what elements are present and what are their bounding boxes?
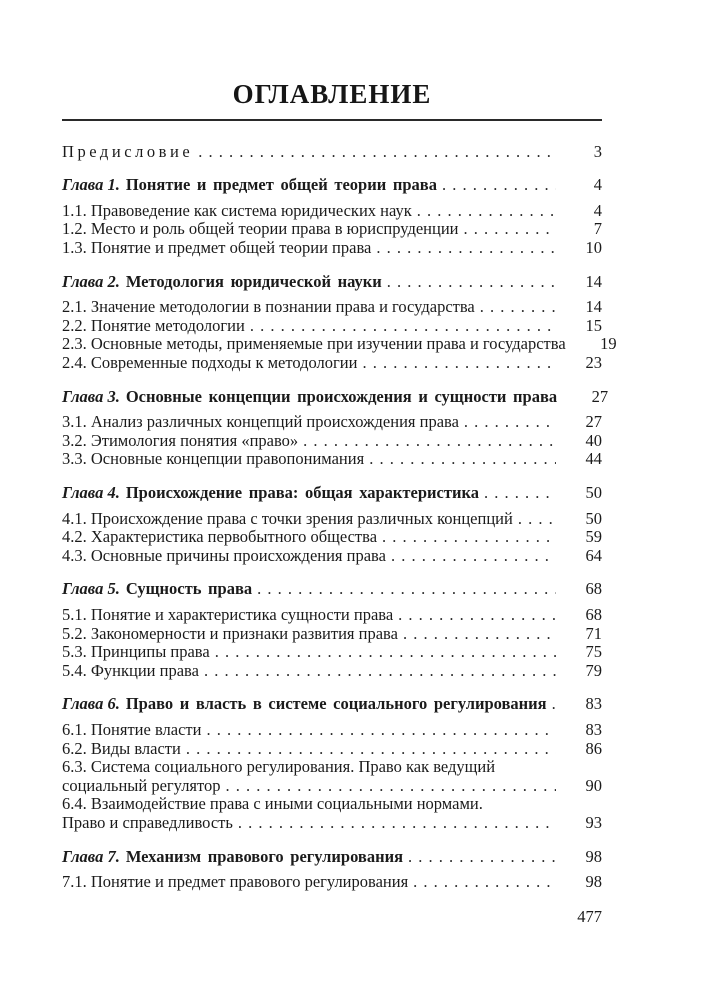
toc-section-row	[62, 354, 602, 373]
toc-section-row	[62, 662, 602, 681]
page-title: ОГЛАВЛЕНИЕ	[232, 79, 432, 109]
toc-entry-page-number: 64	[585, 545, 602, 565]
toc-chapter-number: Глава 2.	[62, 271, 120, 291]
dot-leader	[382, 528, 556, 547]
toc-chapter-number: Глава 1.	[62, 175, 120, 195]
toc-entry-page-number: 90	[585, 775, 602, 795]
toc-section-label: 6.1. Понятие власти	[62, 719, 202, 739]
toc-chapter-row	[62, 273, 602, 292]
dot-leader	[362, 354, 556, 373]
toc-chapter-row	[62, 176, 602, 195]
toc-entry-page-number: 68	[585, 604, 602, 624]
toc-entry-page-number: 10	[585, 238, 602, 258]
toc-entry-page-number: 44	[585, 449, 602, 469]
toc-entry-page-number: 75	[585, 642, 602, 662]
toc-section-row	[62, 528, 602, 547]
title-divider	[62, 119, 602, 121]
dot-leader	[250, 317, 556, 336]
dot-leader	[215, 643, 556, 662]
toc-entry-page-number: 19	[600, 334, 617, 354]
toc-chapter-row	[62, 386, 609, 407]
dot-leader	[257, 580, 556, 599]
toc-entry-page-number: 83	[585, 719, 602, 739]
toc-section-row	[62, 547, 602, 566]
dot-leader	[403, 625, 556, 644]
toc-section-label: 2.4. Современные подходы к методологии	[62, 353, 358, 373]
toc-chapter-number: Глава 7.	[62, 846, 120, 866]
toc-chapter-title: Сущность права	[125, 579, 253, 599]
toc-section-row	[62, 413, 602, 432]
toc-preface-row	[62, 143, 602, 162]
toc-section-label: 3.1. Анализ различных концепций происхождения права	[62, 412, 459, 432]
toc-section-label: 6.2. Виды власти	[62, 738, 181, 758]
dot-leader	[413, 873, 556, 892]
toc-entry-page-number: 68	[585, 579, 602, 599]
toc-entry-page-number: 79	[585, 660, 602, 680]
toc-section-row	[62, 298, 602, 317]
toc-entry-page-number: 98	[585, 846, 602, 866]
dot-leader	[484, 484, 556, 503]
dot-leader	[303, 432, 556, 451]
dot-leader	[387, 273, 556, 292]
toc-section-row	[62, 873, 602, 892]
toc-section-label: 4.1. Происхождение права с точки зрения различных концепций	[62, 508, 513, 528]
toc-entry-page-number: 4	[593, 175, 602, 195]
dot-leader	[376, 239, 556, 258]
dot-leader	[206, 721, 556, 740]
toc-entry-page-number: 3	[593, 141, 602, 161]
toc-entry-page-number: 50	[585, 483, 602, 502]
toc-section-row-wrapped-line: 6.3. Система социального регулирования. Право как ведущий	[62, 757, 496, 777]
toc-section-row	[62, 432, 602, 451]
toc-chapter-number: Глава 4.	[62, 483, 120, 502]
toc-section-label: 1.3. Понятие и предмет общей теории права	[62, 238, 372, 258]
dot-leader	[238, 814, 556, 833]
toc-section-row	[62, 777, 602, 796]
dot-leader	[198, 143, 556, 162]
dot-leader	[518, 510, 556, 529]
toc-section-row	[62, 721, 602, 740]
toc-chapter-number: Глава 6.	[62, 694, 120, 714]
folio-page-number: 477	[577, 906, 602, 926]
page-content	[62, 79, 617, 926]
dot-leader	[369, 450, 556, 469]
toc-chapter-row	[62, 848, 602, 867]
toc-section-label: социальный регулятор	[62, 775, 221, 795]
toc-entry-page-number: 23	[585, 353, 602, 373]
toc-chapter-row	[62, 580, 602, 599]
toc-section-label: 3.3. Основные концепции правопонимания	[62, 449, 365, 469]
toc-entry-page-number: 98	[585, 872, 602, 892]
toc-section-label: 5.3. Принципы права	[62, 642, 210, 662]
dot-leader	[226, 777, 556, 796]
toc-entry-page-number: 7	[593, 219, 602, 239]
toc-entry-page-number: 71	[585, 623, 602, 643]
toc-entry-page-number: 27	[585, 412, 602, 432]
toc-entry-page-number: 14	[585, 271, 602, 291]
toc-entry-page-number: 86	[585, 738, 602, 758]
toc-section-row	[62, 606, 602, 625]
toc-chapter-title: Основные концепции происхождения и сущности права	[125, 386, 558, 406]
dot-leader	[204, 662, 556, 681]
toc-entry-page-number: 40	[585, 430, 602, 450]
dot-leader	[552, 695, 556, 714]
dot-leader	[417, 202, 556, 221]
toc-section-row	[62, 334, 617, 354]
toc-section-row	[62, 625, 602, 644]
toc-chapter-title: Методология юридической науки	[125, 271, 382, 291]
toc-entry-page-number: 93	[585, 812, 602, 832]
toc-section-label: 2.1. Значение методологии в познании права и государства	[62, 297, 475, 317]
dot-leader	[464, 413, 556, 432]
toc-section-label: 1.1. Правоведение как система юридических наук	[62, 200, 412, 220]
toc-entry-page-number: 4	[593, 200, 602, 220]
table-of-contents	[62, 141, 617, 892]
toc-entry-page-number: 14	[585, 297, 602, 317]
toc-section-row-wrapped-line: 6.4. Взаимодействие права с иными социальными нормами.	[62, 794, 483, 814]
toc-chapter-row	[62, 695, 602, 714]
dot-leader	[391, 547, 556, 566]
toc-chapter-row	[62, 484, 602, 503]
toc-section-row	[62, 740, 602, 759]
toc-entry-page-number: 15	[585, 315, 602, 335]
toc-chapter-title: Механизм правового регулирования	[125, 846, 404, 866]
toc-entry-page-number: 50	[585, 508, 602, 528]
toc-section-row	[62, 510, 602, 529]
toc-entry-page-number: 59	[585, 527, 602, 547]
toc-section-label: 4.3. Основные причины происхождения права	[62, 545, 386, 565]
dot-leader	[408, 848, 556, 867]
toc-section-label: 5.4. Функции права	[62, 660, 199, 680]
dot-leader	[186, 740, 556, 759]
dot-leader	[442, 176, 556, 195]
toc-section-label: Право и справедливость	[62, 812, 233, 832]
toc-preface-label: Предисловие	[62, 141, 194, 161]
toc-section-label: 2.3. Основные методы, применяемые при изучении права и государства	[62, 334, 566, 354]
toc-section-label: 4.2. Характеристика первобытного общества	[62, 527, 378, 547]
toc-chapter-number: Глава 3.	[62, 386, 120, 406]
toc-section-row	[62, 239, 602, 258]
toc-chapter-title: Происхождение права: общая характеристика	[125, 483, 479, 502]
toc-section-label: 5.1. Понятие и характеристика сущности права	[62, 604, 394, 624]
dot-leader	[464, 220, 556, 239]
toc-entry-page-number: 83	[585, 694, 602, 714]
dot-leader	[398, 606, 556, 625]
toc-chapter-number: Глава 5.	[62, 579, 120, 599]
toc-section-label: 7.1. Понятие и предмет правового регулирования	[62, 872, 409, 892]
toc-chapter-title: Понятие и предмет общей теории права	[125, 175, 437, 195]
toc-entry-page-number: 27	[591, 386, 609, 406]
toc-section-row	[62, 450, 602, 469]
toc-section-row	[62, 202, 602, 221]
toc-section-row	[62, 814, 602, 833]
toc-section-label: 2.2. Понятие методологии	[62, 315, 245, 335]
toc-section-row	[62, 220, 602, 239]
toc-section-label: 3.2. Этимология понятия «право»	[62, 430, 299, 450]
toc-section-label: 1.2. Место и роль общей теории права в юриспруденции	[62, 219, 459, 239]
toc-chapter-title: Право и власть в системе социального регулирования	[125, 694, 547, 714]
toc-section-row	[62, 643, 602, 662]
toc-section-row	[62, 317, 602, 336]
toc-section-label: 5.2. Закономерности и признаки развития права	[62, 623, 398, 643]
dot-leader	[480, 298, 556, 317]
